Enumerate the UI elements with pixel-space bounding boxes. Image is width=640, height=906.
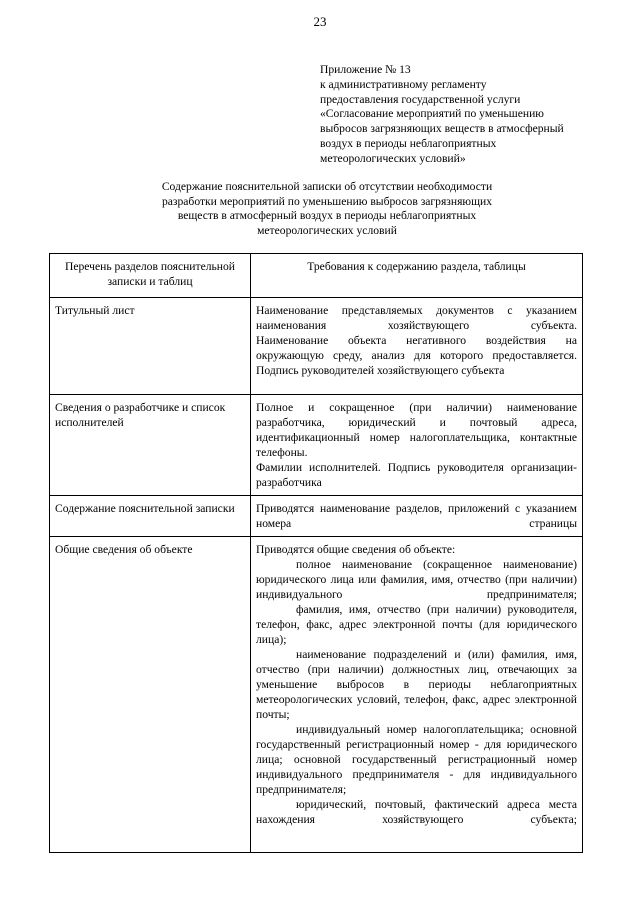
appendix-line: предоставления государственной услуги [320,92,521,106]
requirement-intro: Приводятся общие сведения об объекте: [256,543,456,556]
requirements-cell [251,395,583,496]
requirement-item: Приводятся наименование разделов, приложений с указанием номера страницы [256,502,577,530]
document-title [120,180,534,238]
requirement-item: Наименование объекта негативного воздействия на окружающую среду, анализ для которого предоставляется. [256,334,577,362]
title-line: метеорологических условий [257,223,397,237]
requirements-table [49,253,583,853]
column-header-requirements: Требования к содержанию раздела, таблицы [251,254,583,298]
requirements-cell [251,298,583,395]
appendix-line: воздух в периоды неблагоприятных [320,136,497,150]
section-name-cell: Общие сведения об объекте [50,537,251,853]
appendix-header [320,63,610,167]
title-line: Содержание пояснительной записки об отсутствии необходимости [161,180,493,193]
section-name-cell: Содержание пояснительной записки [50,496,251,537]
requirements-cell [251,496,583,537]
appendix-line: к административному регламенту [320,77,487,91]
appendix-line: метеорологических условий» [320,151,466,165]
column-header-sections: Перечень разделов пояснительной записки и таблиц [50,254,251,298]
table-header-row [50,254,583,298]
appendix-line: «Согласование мероприятий по уменьшению [320,107,544,121]
appendix-line: Приложение № 13 [320,63,411,76]
requirement-item: Полное и сокращенное (при наличии) наименование разработчика, юридический и почтовый адреса, идентификационный номер налогоплательщика, контактные телефоны. [256,401,577,459]
table-row [50,395,583,496]
page-number: 23 [313,14,327,29]
appendix-line: выбросов загрязняющих веществ в атмосферный [320,122,564,136]
table-row [50,496,583,537]
section-name-cell: Титульный лист [50,298,251,395]
requirements-cell [251,537,583,853]
table-row [50,537,583,853]
title-line: разработки мероприятий по уменьшению выбросов загрязняющих [161,194,493,208]
requirement-item: юридический, почтовый, фактический адреса места нахождения хозяйствующего субъекта; [256,798,577,826]
requirement-item: фамилия, имя, отчество (при наличии) руководителя, телефон, факс, адрес электронной почты (для юридического лица); [256,603,577,646]
section-name-cell: Сведения о разработчике и список исполнителей [50,395,251,496]
table-row [50,298,583,395]
requirement-item: индивидуальный номер налогоплательщика; основной государственный регистрационный номер - для юридического лица; основной государственный регистрационный номер индивидуального предпринимателя - для индивидуального предпринимателя; [256,723,577,796]
requirement-item: наименование подразделений и (или) фамилия, имя, отчество (при наличии) должностных лиц, отвечающих за уменьшение выбросов в периоды неблагоприятных метеорологических условий, телефон, факс, адрес электронной почты; [256,648,577,721]
title-line: веществ в атмосферный воздух в периоды неблагоприятных [177,209,477,223]
requirement-item: Наименование представляемых документов с указанием наименования хозяйствующего субъекта. [256,304,577,332]
requirement-item: Подпись руководителей хозяйствующего субъекта [256,364,505,377]
requirement-item: полное наименование (сокращенное наименование) юридического лица или фамилия, имя, отчество (при наличии) индивидуального предпринимателя; [256,558,577,601]
requirement-item: Фамилии исполнителей. Подпись руководителя организации-разработчика [256,461,577,489]
